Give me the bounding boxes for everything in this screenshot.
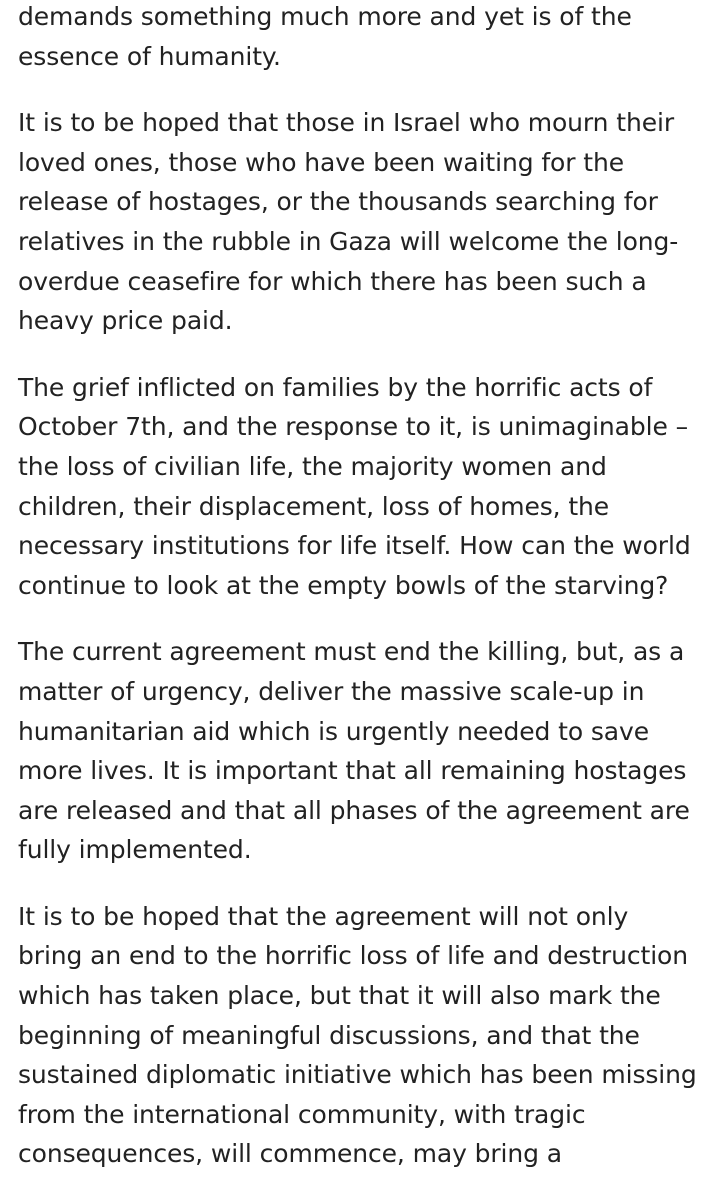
paragraph-diplomatic-initiative: It is to be hoped that the agreement will not only bring an end to the horrific loss of life and destruction which has taken place, but that it will also mark the beginning of meaningful discussions, and that the sustained diplomatic initiative which has been missing from the international community, with tragic consequences, will commence, may bring a <box>18 901 697 1169</box>
paragraph-current-agreement: The current agreement must end the killing, but, as a matter of urgency, deliver the massive scale-up in humanitarian aid which is urgently needed to save more lives. It is important that all remaining hostages are released and that all phases of the agreement are fully implemented. <box>18 637 690 865</box>
paragraph-ceasefire-hope: It is to be hoped that those in Israel who mourn their loved ones, those who have been waiting for the release of hostages, or the thousands searching for relatives in the rubble in Gaza will welcome the long-overdue ceasefire for which there has been such a heavy price paid. <box>18 108 679 336</box>
paragraph-humanity: demands something much more and yet is of the essence of humanity. <box>18 2 632 71</box>
article-body <box>18 0 698 1201</box>
paragraph-grief: The grief inflicted on families by the horrific acts of October 7th, and the response to it, is unimaginable – the loss of civilian life, the majority women and children, their displacement, loss of homes, the necessary institutions for life itself. How can the world continue to look at the empty bowls of the starving? <box>18 372 691 600</box>
